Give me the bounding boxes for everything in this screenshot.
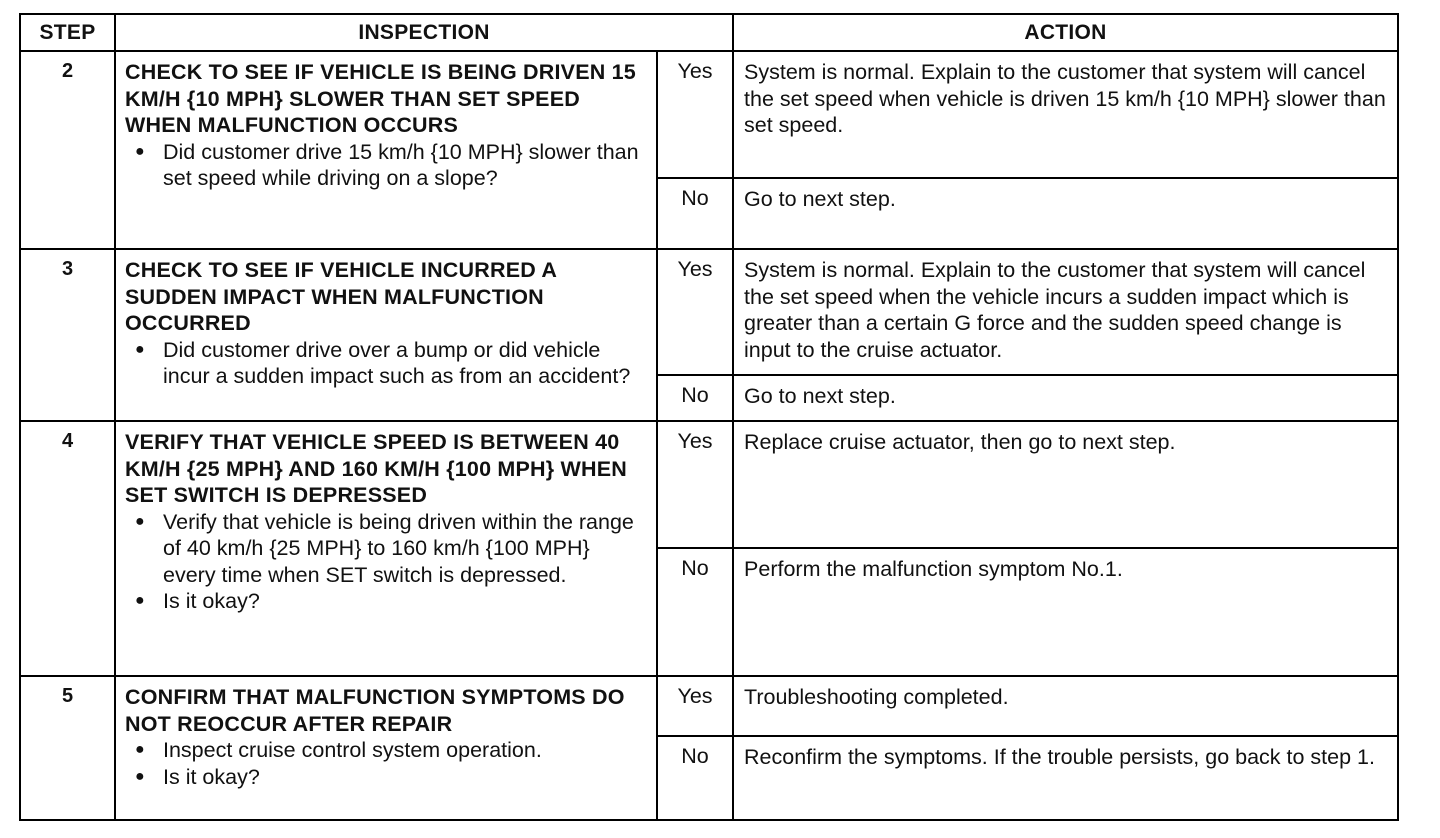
table-row: [20, 51, 1398, 178]
inspection-title: CHECK TO SEE IF VEHICLE IS BEING DRIVEN 15 KM/H {10 MPH} SLOWER THAN SET SPEED WHEN MALFUNCTION OCCURS: [125, 60, 636, 137]
inspection-title: CONFIRM THAT MALFUNCTION SYMPTOMS DO NOT REOCCUR AFTER REPAIR: [125, 685, 625, 736]
bullet-item: ● Verify that vehicle is being driven within the range of 40 km/h {25 MPH} to 160 km/h {100 MPH} every time when SET switch is depressed.: [125, 509, 648, 589]
inspection-bullets: [125, 139, 648, 192]
step-number: 2: [20, 51, 115, 249]
inspection-cell: [115, 51, 657, 249]
header-action: ACTION: [733, 14, 1398, 51]
yes-label: Yes: [657, 676, 733, 736]
yes-action: System is normal. Explain to the customer that system will cancel the set speed when the vehicle incurs a sudden impact which is greater than a certain G force and the sudden speed change is input to the cruise actuator.: [733, 249, 1398, 375]
bullet-item: ● Did customer drive over a bump or did vehicle incur a sudden impact such as from an accident?: [125, 337, 648, 390]
inspection-bullets: [125, 337, 648, 390]
yes-action: Replace cruise actuator, then go to next step.: [733, 421, 1398, 548]
no-action: Go to next step.: [733, 375, 1398, 421]
inspection-cell: [115, 676, 657, 820]
bullet-item: ● Inspect cruise control system operation.: [125, 737, 648, 764]
inspection-title: VERIFY THAT VEHICLE SPEED IS BETWEEN 40 KM/H {25 MPH} AND 160 KM/H {100 MPH} WHEN SET SWITCH IS DEPRESSED: [125, 430, 628, 507]
bullet-item: ● Is it okay?: [125, 764, 648, 791]
no-action: Go to next step.: [733, 178, 1398, 249]
no-label: No: [657, 736, 733, 820]
step-number: 5: [20, 676, 115, 820]
no-label: No: [657, 178, 733, 249]
step-number: 3: [20, 249, 115, 421]
yes-label: Yes: [657, 249, 733, 375]
yes-action: Troubleshooting completed.: [733, 676, 1398, 736]
inspection-title: CHECK TO SEE IF VEHICLE INCURRED A SUDDEN IMPACT WHEN MALFUNCTION OCCURRED: [125, 258, 557, 335]
bullet-item: ● Is it okay?: [125, 588, 648, 615]
no-action: Perform the malfunction symptom No.1.: [733, 548, 1398, 676]
no-label: No: [657, 375, 733, 421]
no-action: Reconfirm the symptoms. If the trouble persists, go back to step 1.: [733, 736, 1398, 820]
step-number: 4: [20, 421, 115, 676]
troubleshooting-table: [19, 13, 1399, 821]
table-row: [20, 676, 1398, 736]
header-row: [20, 14, 1398, 51]
yes-label: Yes: [657, 51, 733, 178]
inspection-bullets: [125, 509, 648, 615]
bullet-item: ● Did customer drive 15 km/h {10 MPH} slower than set speed while driving on a slope?: [125, 139, 648, 192]
yes-action: System is normal. Explain to the customer that system will cancel the set speed when vehicle is driven 15 km/h {10 MPH} slower than set speed.: [733, 51, 1398, 178]
table-row: [20, 421, 1398, 548]
no-label: No: [657, 548, 733, 676]
header-inspection: INSPECTION: [115, 14, 733, 51]
inspection-cell: [115, 421, 657, 676]
header-step: STEP: [20, 14, 115, 51]
inspection-cell: [115, 249, 657, 421]
inspection-bullets: [125, 737, 648, 790]
table-row: [20, 249, 1398, 375]
yes-label: Yes: [657, 421, 733, 548]
